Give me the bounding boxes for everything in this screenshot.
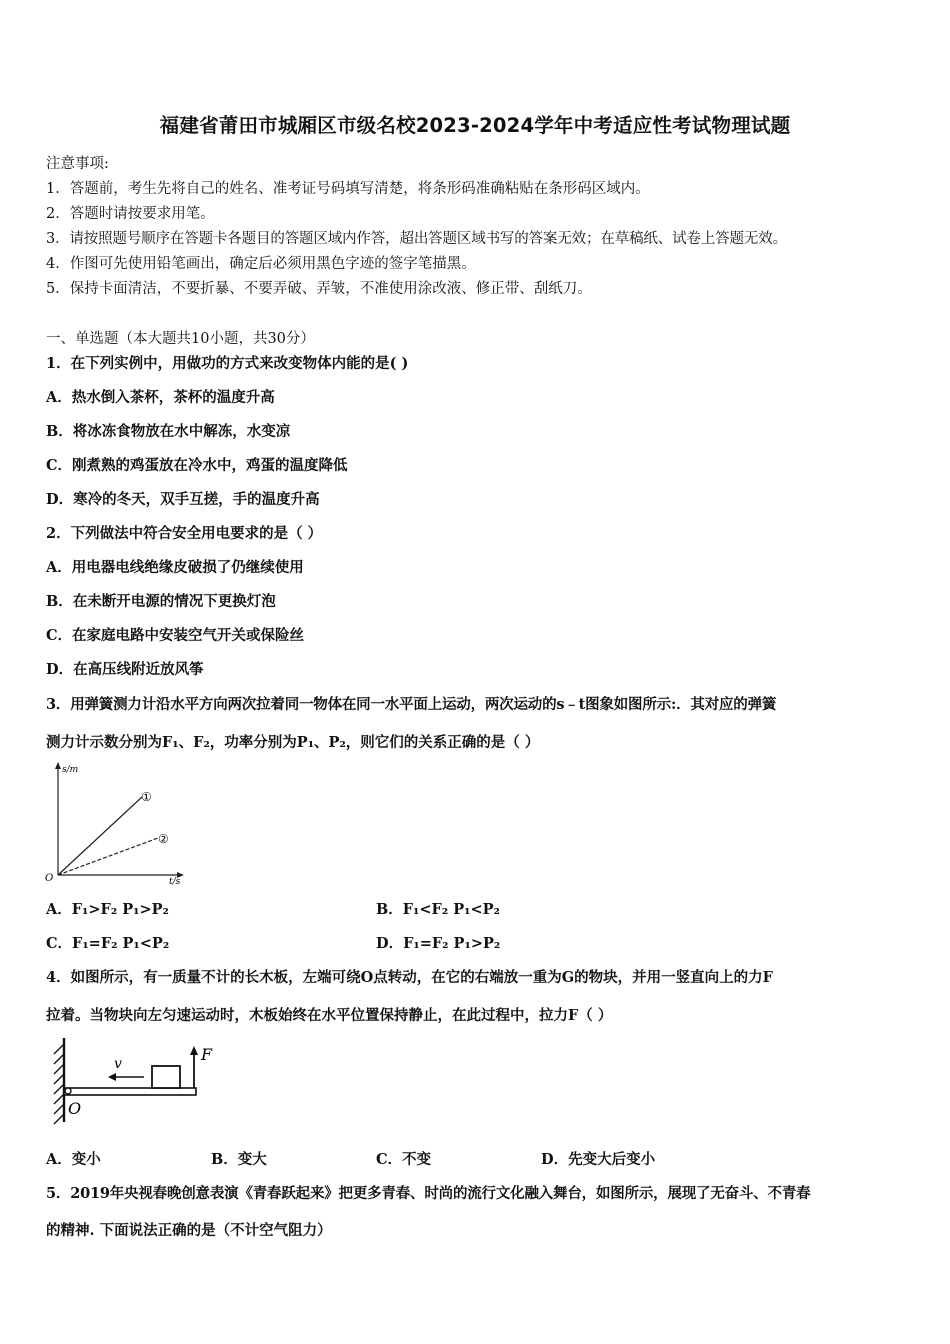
q4-lever-figure [44,1036,229,1126]
q3-graph-ylabel: s/m [62,765,79,775]
q3-option-d: D．F₁=F₂ P₁>P₂ [376,935,501,952]
q4-stem-line2: 拉着。当物块向左匀速运动时，木板始终在水平位置保持静止，在此过程中，拉力F（ ） [46,1007,613,1024]
q4-stem-line1: 4．如图所示，有一质量不计的长木板，左端可绕O点转动，在它的右端放一重为G的物块，并用一竖直向上的力F [46,969,773,986]
q4-velocity-label: v [114,1056,122,1072]
q1-option-d: D．寒冷的冬天，双手互搓，手的温度升高 [46,491,320,508]
note-item: 5．保持卡面清洁，不要折暴、不要弄破、弄皱，不准使用涂改液、修正带、刮纸刀。 [46,281,592,297]
q5-stem-line1: 5．2019年央视春晚创意表演《青春跃起来》把更多青春、时尚的流行文化融入舞台，如图所示，展现了无奋斗、不青春 [46,1185,811,1202]
section-heading: 一、单选题（本大题共10小题，共30分） [46,331,315,347]
q4-option-a: A．变小 [46,1151,101,1168]
q3-stem-line1: 3．用弹簧测力计沿水平方向两次拉着同一物体在同一水平面上运动，两次运动的s﹣t图象如图所示:．其对应的弹簧 [46,696,777,713]
q3-option-b: B．F₁<F₂ P₁<P₂ [376,901,500,918]
q3-st-graph [40,760,190,885]
q3-graph-line1-label: ① [141,790,152,804]
note-item: 2．答题时请按要求用笔。 [46,206,215,222]
notes-heading: 注意事项: [46,156,109,172]
q4-option-c: C．不变 [376,1151,432,1168]
q3-graph-xlabel: t/s [169,877,181,885]
q1-option-c: C．刚煮熟的鸡蛋放在冷水中，鸡蛋的温度降低 [46,457,348,474]
q2-option-c: C．在家庭电路中安装空气开关或保险丝 [46,627,305,644]
q2-option-b: B．在未断开电源的情况下更换灯泡 [46,593,276,610]
q5-stem-line2: 的精神. 下面说法正确的是（不计空气阻力） [46,1222,332,1239]
q3-option-a: A．F₁>F₂ P₁>P₂ [46,901,169,918]
q3-graph-line2-label: ② [158,832,169,846]
q2-option-d: D．在高压线附近放风筝 [46,661,204,678]
q3-stem-line2: 测力计示数分别为F₁、F₂，功率分别为P₁、P₂，则它们的关系正确的是（ ） [46,734,540,751]
q4-force-label: F [201,1045,213,1064]
note-item: 4．作图可先使用铅笔画出，确定后必须用黑色字迹的签字笔描黑。 [46,256,476,272]
q4-option-d: D．先变大后变小 [541,1151,656,1168]
q2-stem: 2．下列做法中符合安全用电要求的是（ ） [46,525,323,542]
q4-option-b: B．变大 [211,1151,267,1168]
q2-option-a: A．用电器电线绝缘皮破损了仍继续使用 [46,559,304,576]
q1-stem: 1．在下列实例中，用做功的方式来改变物体内能的是( ) [46,355,409,372]
q3-option-c: C．F₁=F₂ P₁<P₂ [46,935,170,952]
q3-graph-origin: O [45,873,54,884]
page-title: 福建省莆田市城厢区市级名校2023-2024学年中考适应性考试物理试题 [159,114,791,137]
q1-option-a: A．热水倒入茶杯，茶杯的温度升高 [46,389,275,406]
note-item: 3．请按照题号顺序在答题卡各题目的答题区域内作答，超出答题区域书写的答案无效；在草稿纸、试卷上答题无效。 [46,231,787,247]
q4-pivot-label: O [68,1099,82,1118]
note-item: 1．答题前，考生先将自己的姓名、准考证号码填写清楚，将条形码准确粘贴在条形码区域内。 [46,181,650,197]
q1-option-b: B．将冰冻食物放在水中解冻，水变凉 [46,423,291,440]
